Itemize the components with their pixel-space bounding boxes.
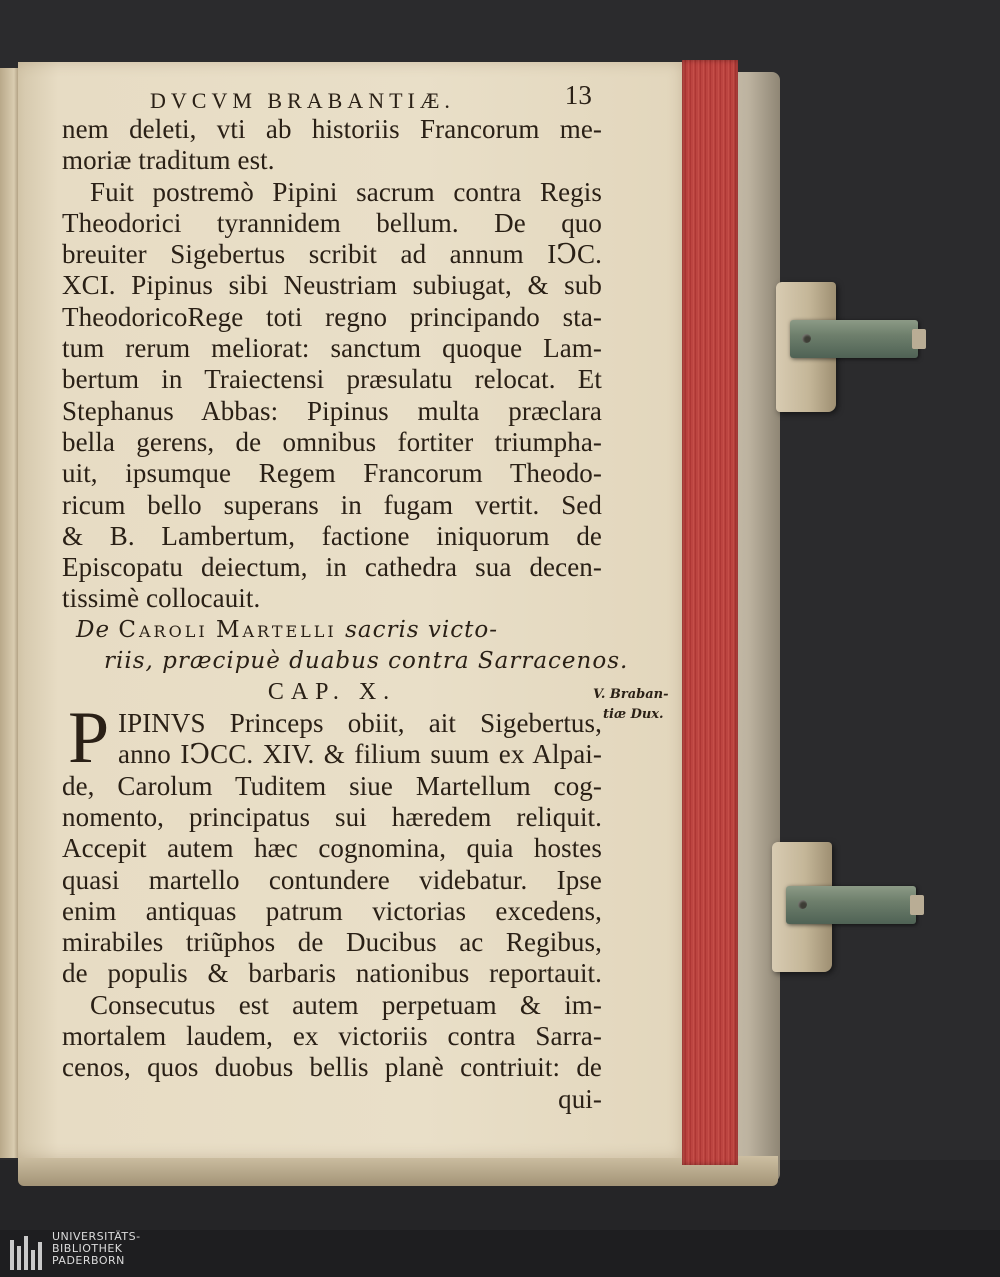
text-line: Episcopatu deiectum, in cathedra sua decen- [62,552,602,583]
text-line: enim antiquas patrum victorias excedens, [62,895,602,926]
text-line: mortalem laudem, ex victoriis contra Sarra- [62,1021,602,1052]
text-line: quasi martello contundere videbatur. Ipse [62,864,602,895]
text-line: TheodoricoRege toti regno principando sta- [62,301,602,332]
book-cover-bottom [18,1156,778,1186]
text-line: Theodorici tyrannidem bellum. De quo [62,207,602,238]
clasp-lower-metal [786,886,916,924]
text-line: anno IↃCC. XIV. & filium suum ex Alpai- [118,739,602,770]
marginal-note-line: tiæ Dux. [603,707,664,722]
text-line: Stephanus Abbas: Pipinus multa præclara [62,395,602,426]
page-header [62,80,602,114]
chapter-title-name1: Caroli [118,616,208,643]
chapter-title-name2: Martelli [215,616,337,643]
facing-page-edge [0,68,20,1158]
library-logo-icon [8,1232,44,1274]
text-line: uit, ipsumque Regem Francorum Theodo- [62,458,602,489]
text-line: cenos, quos duobus bellis planè contriuit: de [62,1052,602,1083]
red-page-edges [682,60,738,1165]
catchword: qui- [558,1083,602,1114]
library-logo-line: UNIVERSITÄTS- [52,1230,141,1243]
text-line: de populis & barbaris nationibus reportauit. [62,958,602,989]
library-logo-line: BIBLIOTHEK [52,1242,123,1255]
page-number: 13 [564,80,592,110]
rivet-icon [798,900,807,909]
text-line: bella gerens, de omnibus fortiter triumpha- [62,426,602,457]
text-line: tum rerum meliorat: sanctum quoque Lam- [62,333,602,364]
library-logo-text [52,1231,141,1267]
text-line: de, Carolum Tuditem siue Martellum cog- [62,770,602,801]
chapter-heading: CAP. X. [267,678,397,705]
text-line: nem deleti, vti ab historiis Francorum me- [62,114,602,144]
first-line-text: IPINVS Princeps obiit, ait Sigebertus, [118,708,602,739]
chapter-title-line-2: riis, præcipuè duabus contra Sarracenos. [104,647,629,674]
text-line: mirabiles triũphos de Ducibus ac Regibus, [62,927,602,958]
text-line: & B. Lambertum, factione iniquorum de [62,520,602,551]
text-line: moriæ traditum est. [62,145,275,176]
chapter-title-suffix: sacris victo- [345,616,499,643]
drop-cap: P [68,697,110,780]
text-line: ricum bello superans in fugam vertit. Sed [62,489,602,520]
clasp-pin [912,329,926,349]
text-line: bertum in Traiectensi præsulatu relocat. Et [62,364,602,395]
marginal-note-line: V. Braban- [593,687,669,702]
text-line: Fuit postremò Pipini sacrum contra Regis [90,176,602,207]
text-line: breuiter Sigebertus scribit ad annum IↃC. [62,239,602,270]
running-head: DVCVM BRABANTIÆ. [150,88,455,113]
text-line: tissimè collocauit. [62,583,261,614]
library-footer [0,1230,1000,1277]
clasp-upper-metal [790,320,918,358]
rivet-icon [802,334,811,343]
clasp-pin [910,895,924,915]
page-text [62,80,629,1115]
text-line: nomento, principatus sui hæredem reliquit. [62,801,602,832]
text-line: XCI. Pipinus sibi Neustriam subiugat, & sub [62,270,602,301]
library-logo-line: PADERBORN [52,1254,125,1267]
chapter-title-line-1 [62,615,602,646]
text-line: Accepit autem hæc cognomina, quia hostes [62,833,602,864]
chapter-title-prefix: De [76,616,111,643]
text-line: Consecutus est autem perpetuam & im- [90,989,602,1020]
marginal-note [593,685,683,725]
